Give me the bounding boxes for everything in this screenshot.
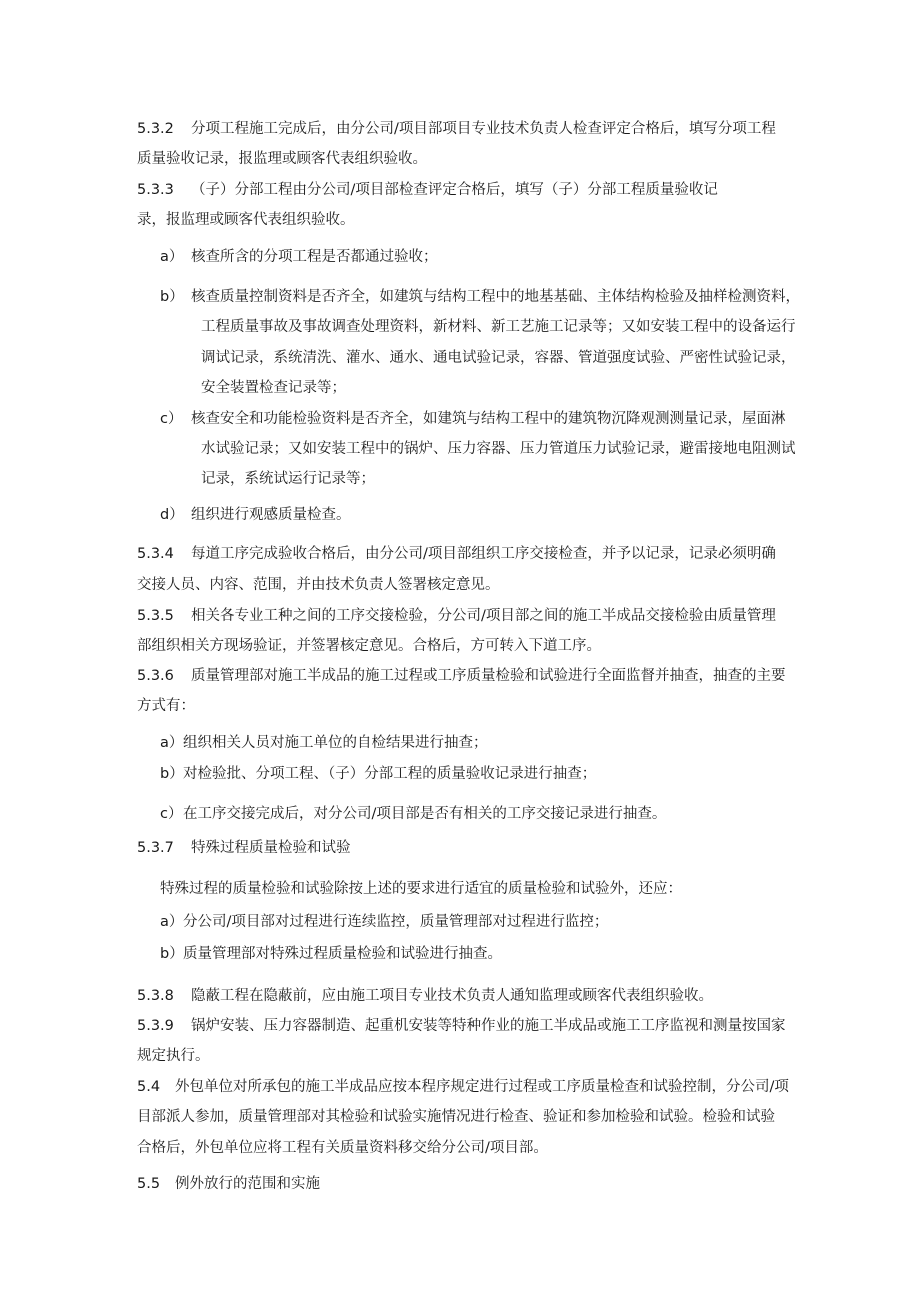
clause-text: 规定执行。	[137, 1048, 210, 1064]
list-marker: b）	[160, 946, 184, 962]
clause-text: 交接人员、内容、范围，并由技术负责人签署核定意见。	[137, 577, 500, 593]
clause-number: 5.3.2	[137, 121, 174, 137]
clause-number: 5.3.4	[137, 546, 174, 562]
list-item-text: 工程质量事故及事故调查处理资料，新材料、新工艺施工记录等；又如安装工程中的设备运行	[201, 319, 796, 335]
list-marker: a）	[160, 249, 184, 265]
list-item-text: 核查所含的分项工程是否都通过验收；	[191, 249, 438, 265]
clause-number: 5.3.6	[137, 668, 174, 684]
clause-number: 5.4	[137, 1079, 161, 1095]
list-marker: a）	[160, 735, 184, 751]
list-item-text: 记录，系统试运行记录等；	[201, 471, 375, 487]
clause-number: 5.3.3	[137, 182, 174, 198]
list-item-text: 调试记录，系统清洗、灌水、通水、通电试验记录，容器、管道强度试验、严密性试验记录，	[201, 350, 796, 366]
list-item-text: 组织相关人员对施工单位的自检结果进行抽查；	[183, 735, 488, 751]
list-item-text: 分公司/项目部对过程进行连续监控，质量管理部对过程进行监控；	[183, 914, 609, 930]
clause-text: 部组织相关方现场验证，并签署核定意见。合格后，方可转入下道工序。	[137, 638, 601, 654]
clause-text: 例外放行的范围和实施	[175, 1176, 320, 1192]
list-item-text: 组织进行观感质量检查。	[191, 507, 351, 523]
clause-text: 分项工程施工完成后，由分公司/项目部项目专业技术负责人检查评定合格后，填写分项工程	[191, 121, 776, 137]
list-item-text: 核查安全和功能检验资料是否齐全，如建筑与结构工程中的建筑物沉降观测测量记录，屋面淋	[191, 411, 786, 427]
clause-number: 5.3.7	[137, 840, 174, 856]
list-marker: b）	[160, 289, 184, 305]
clause-text: 合格后，外包单位应将工程有关质量资料移交给分公司/项目部。	[137, 1140, 548, 1156]
list-item-text: 核查质量控制资料是否齐全，如建筑与结构工程中的地基基础、主体结构检验及抽样检测资料，	[191, 289, 800, 305]
clause-text: 隐蔽工程在隐蔽前，应由施工项目专业技术负责人通知监理或顾客代表组织验收。	[191, 988, 713, 1004]
clause-text: 质量验收记录，报监理或顾客代表组织验收。	[137, 151, 427, 167]
clause-text: 外包单位对所承包的施工半成品应按本程序规定进行过程或工序质量检查和试验控制，分公司/项	[175, 1079, 789, 1095]
list-marker: a）	[160, 914, 184, 930]
clause-number: 5.3.9	[137, 1018, 174, 1034]
clause-text: （子）分部工程由分公司/项目部检查评定合格后，填写（子）分部工程质量验收记	[191, 182, 718, 198]
clause-number: 5.3.5	[137, 608, 174, 624]
list-marker: c）	[160, 411, 183, 427]
list-item-text: 水试验记录；又如安装工程中的锅炉、压力容器、压力管道压力试验记录，避雷接地电阻测试	[201, 441, 796, 457]
list-marker: c）	[160, 806, 183, 822]
clause-text: 目部派人参加，质量管理部对其检验和试验实施情况进行检查、验证和参加检验和试验。检验和试验	[137, 1109, 775, 1125]
clause-number: 5.3.8	[137, 988, 174, 1004]
list-marker: d）	[160, 507, 184, 523]
list-item-text: 质量管理部对特殊过程质量检验和试验进行抽查。	[183, 946, 502, 962]
clause-number: 5.5	[137, 1176, 161, 1192]
clause-text: 质量管理部对施工半成品的施工过程或工序质量检验和试验进行全面监督并抽查，抽查的主要	[191, 668, 786, 684]
list-marker: b）	[160, 766, 184, 782]
clause-text: 录，报监理或顾客代表组织验收。	[137, 212, 355, 228]
clause-text: 相关各专业工种之间的工序交接检验，分公司/项目部之间的施工半成品交接检验由质量管理	[191, 608, 776, 624]
clause-text: 每道工序完成验收合格后，由分公司/项目部组织工序交接检查，并予以记录，记录必须明确	[191, 546, 776, 562]
list-item-text: 在工序交接完成后，对分公司/项目部是否有相关的工序交接记录进行抽查。	[183, 806, 667, 822]
clause-text: 特殊过程的质量检验和试验除按上述的要求进行适宜的质量检验和试验外，还应：	[160, 881, 682, 897]
list-item-text: 对检验批、分项工程、（子）分部工程的质量验收记录进行抽查；	[183, 766, 597, 782]
clause-text: 方式有：	[137, 698, 195, 714]
list-item-text: 安全装置检查记录等；	[201, 380, 346, 396]
clause-text: 锅炉安装、压力容器制造、起重机安装等特种作业的施工半成品或施工工序监视和测量按国家	[191, 1018, 786, 1034]
clause-text: 特殊过程质量检验和试验	[191, 840, 351, 856]
